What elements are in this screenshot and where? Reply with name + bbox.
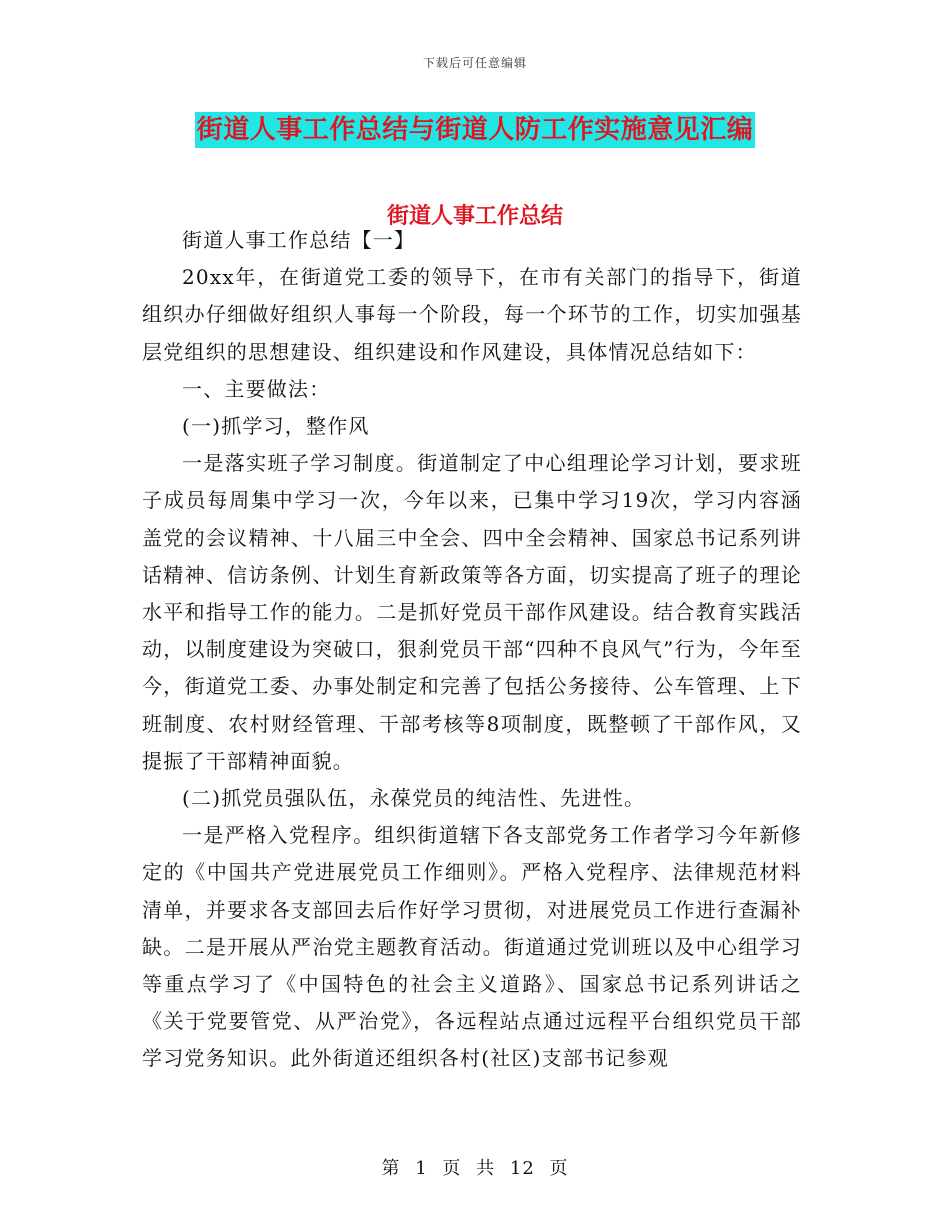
document-title-container xyxy=(0,112,950,148)
page-total-prefix: 共 xyxy=(476,1158,496,1179)
paragraph: 一是严格入党程序。组织街道辖下各支部党务工作者学习今年新修定的《中国共产党进展党员工作细则》。严格入党程序、法律规范材料清单，并要求各支部回去后作好学习贯彻，对进展党员工作进行查漏补缺。二是开展从严治党主题教育活动。街道通过党训班以及中心组学习等重点学习了《中国特色的社会主义道路》、国家总书记系列讲话之《关于党要管党、从严治党》，各远程站点通过远程平台组织党员干部学习党务知识。此外街道还组织各村(社区)支部书记参观 xyxy=(142,823,802,1071)
page-number-total: 12 xyxy=(509,1158,535,1179)
page-footer xyxy=(0,1154,950,1180)
paragraph: 一、主要做法： xyxy=(182,376,331,401)
paragraph: 一是落实班子学习制度。街道制定了中心组理论学习计划，要求班子成员每周集中学习一次，今年以来，已集中学习19次，学习内容涵盖党的会议精神、十八届三中全会、四中全会精神、国家总书记系列讲话精神、信访条例、计划生育新政策等各方面，切实提高了班子的理论水平和指导工作的能力。二是抓好党员干部作风建设。结合教育实践活动，以制度建设为突破口，狠刹党员干部“四种不良风气”行为，今年至今，街道党工委、办事处制定和完善了包括公务接待、公车管理、上下班制度、农村财经管理、干部考核等8项制度，既整顿了干部作风，又提振了干部精神面貌。 xyxy=(142,451,802,773)
document-body xyxy=(142,222,802,1078)
page-label-suffix: 页 xyxy=(549,1158,569,1179)
page-label-prefix: 第 xyxy=(381,1158,401,1179)
page-label-middle: 页 xyxy=(442,1158,462,1179)
paragraph: 20xx年，在街道党工委的领导下，在市有关部门的指导下，街道组织办仔细做好组织人事每一个阶段，每一个环节的工作，切实加强基层党组织的思想建设、组织建设和作风建设，具体情况总结如下： xyxy=(142,265,802,364)
paragraph: 街道人事工作总结【一】 xyxy=(182,228,416,252)
header-note: 下载后可任意编辑 xyxy=(422,56,527,70)
section-title: 街道人事工作总结 xyxy=(386,203,563,229)
document-title: 街道人事工作总结与街道人防工作实施意见汇编 xyxy=(195,112,756,148)
paragraph: (二)抓党员强队伍，永葆党员的纯洁性、先进性。 xyxy=(182,786,646,811)
paragraph: (一)抓学习，整作风 xyxy=(182,414,370,439)
page-number-current: 1 xyxy=(415,1158,428,1179)
